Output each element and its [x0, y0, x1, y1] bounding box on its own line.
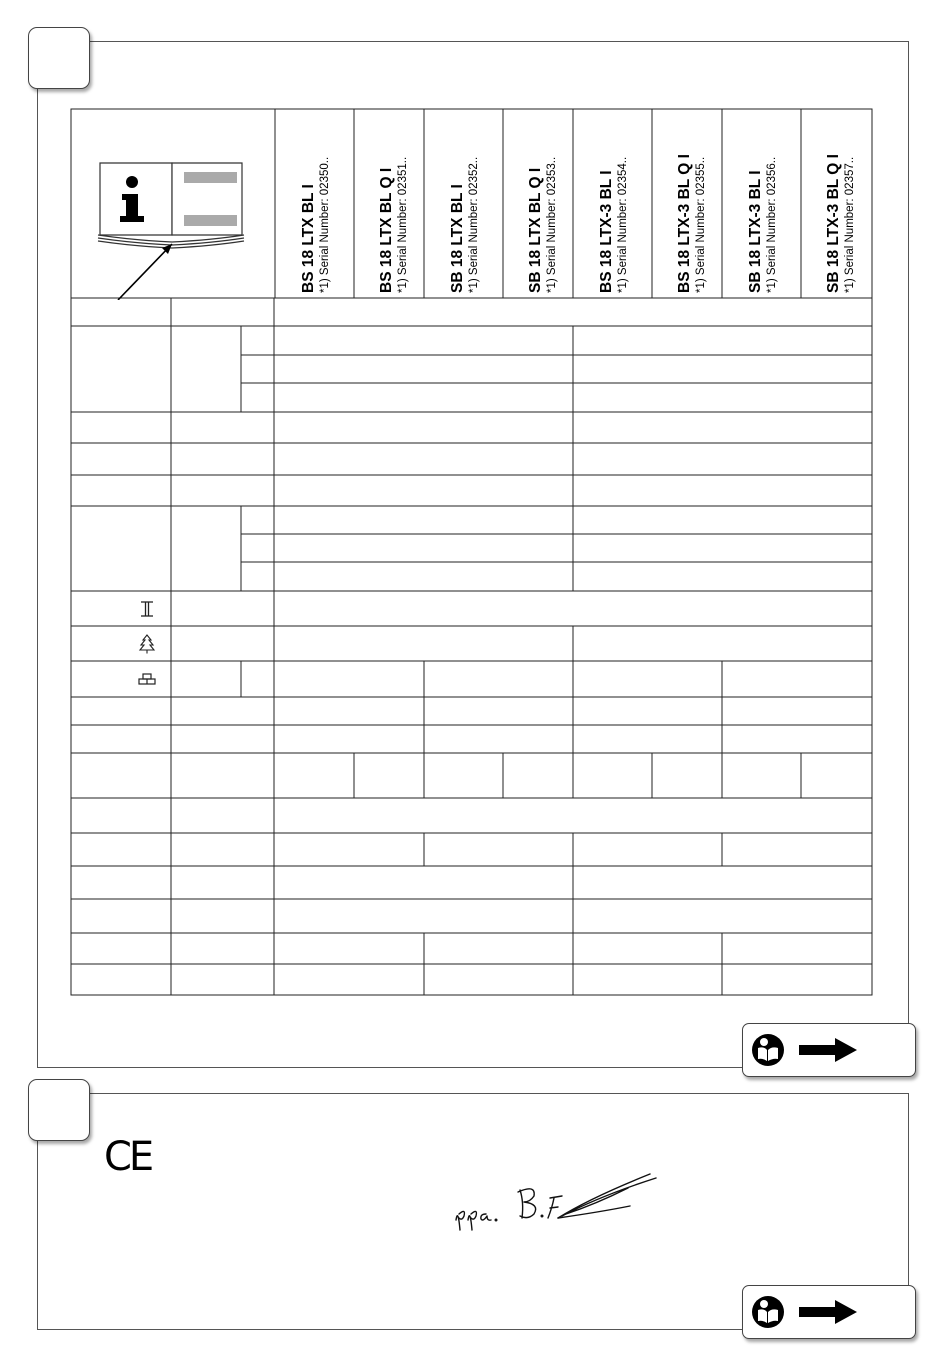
brick-icon	[137, 670, 157, 690]
serial-number: *1) Serial Number: 02353..	[545, 156, 558, 293]
serial-number: *1) Serial Number: 02350..	[318, 156, 331, 293]
model-name: BS 18 LTX BL Q I	[377, 167, 395, 293]
read-manual-icon	[751, 1295, 785, 1329]
col-header-2	[356, 111, 430, 297]
model-name: SB 18 LTX-3 BL Q I	[824, 154, 842, 293]
model-name: SB 18 LTX BL I	[448, 184, 466, 293]
col-header-4	[505, 111, 579, 297]
model-name: BS 18 LTX-3 BL Q I	[675, 154, 693, 293]
serial-number: *1) Serial Number: 02356..	[765, 156, 778, 293]
col-header-7	[725, 111, 799, 297]
serial-number: *1) Serial Number: 02352..	[467, 156, 480, 293]
serial-number: *1) Serial Number: 02354..	[616, 156, 629, 293]
model-name: SB 18 LTX BL Q I	[526, 167, 544, 293]
signature	[450, 1168, 670, 1238]
arrow-right-icon	[799, 1038, 857, 1062]
arrow-right-icon	[799, 1300, 857, 1324]
col-header-6	[654, 111, 728, 297]
serial-number: *1) Serial Number: 02355..	[694, 156, 707, 293]
next-section-button[interactable]	[742, 1023, 916, 1077]
tree-icon	[137, 634, 157, 654]
ce-mark: CE	[104, 1134, 152, 1180]
col-header-3	[427, 111, 501, 297]
col-header-8	[803, 111, 877, 297]
steel-beam-icon	[137, 599, 157, 619]
model-name: BS 18 LTX BL I	[299, 184, 317, 293]
info-book-icon	[72, 110, 272, 300]
col-header-1	[278, 111, 352, 297]
serial-number: *1) Serial Number: 02351..	[396, 156, 409, 293]
next-section-button[interactable]	[742, 1285, 916, 1339]
col-header-5	[576, 111, 650, 297]
model-name: BS 18 LTX-3 BL I	[597, 170, 615, 293]
serial-number: *1) Serial Number: 02357..	[843, 156, 856, 293]
model-name: SB 18 LTX-3 BL I	[746, 170, 764, 293]
read-manual-icon	[751, 1033, 785, 1067]
